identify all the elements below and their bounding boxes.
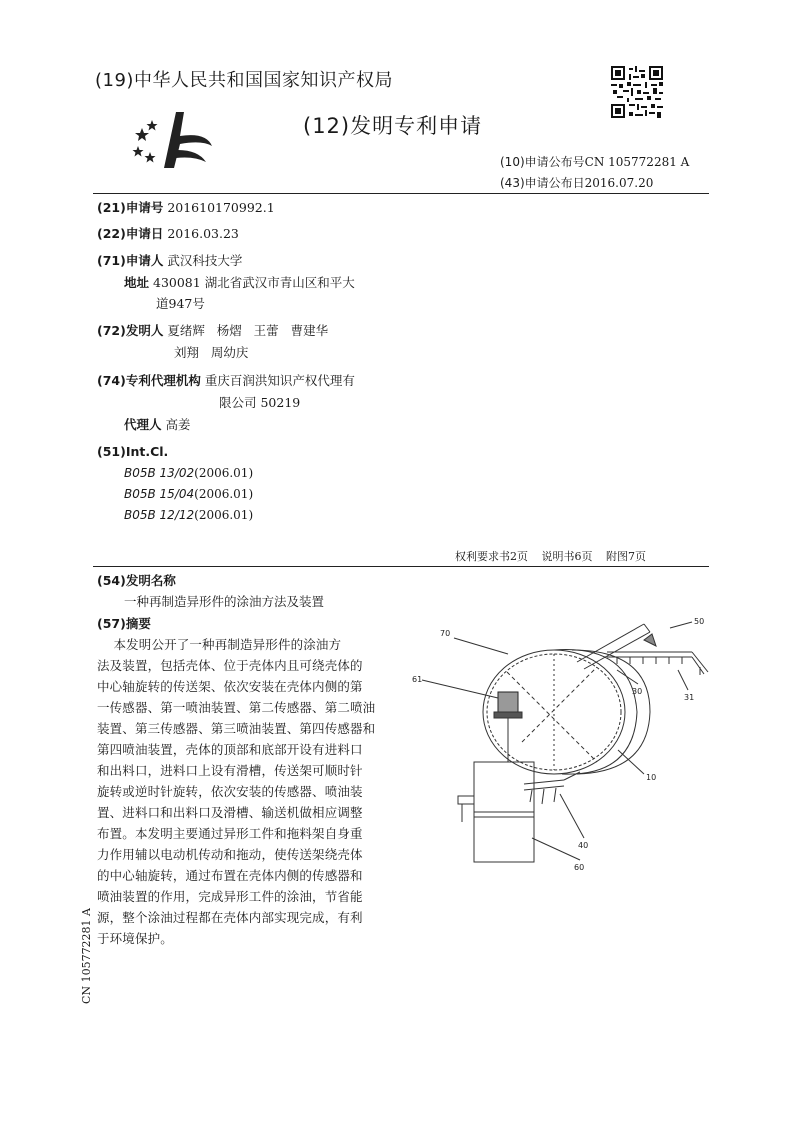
header-divider xyxy=(93,193,709,194)
address xyxy=(124,273,355,293)
abstract-line: 和出料口，进料口上设有滑槽，传送架可顺时针 xyxy=(97,763,363,778)
ipc-date: (2006.01) xyxy=(194,466,254,480)
agent-label: 代理人 xyxy=(124,417,162,432)
patent-agency-line-1: 重庆百润洪知识产权代理有 xyxy=(204,373,355,388)
abstract-line: 第四喷油装置，壳体的顶部和底部开设有进料口 xyxy=(97,742,363,757)
patent-agency-label: (74)专利代理机构 xyxy=(97,373,201,388)
inventors xyxy=(97,321,328,341)
abstract-label: (57)摘要 xyxy=(97,616,151,631)
ipc-date: (2006.01) xyxy=(194,487,254,501)
abstract-drawing xyxy=(412,612,712,872)
applicant-value: 武汉科技大学 xyxy=(167,253,243,268)
ipc-code: B05B 15/04 xyxy=(124,487,195,501)
inventors-line-2-text: 刘翔 周幼庆 xyxy=(174,345,249,360)
publication-date-value: 2016.07.20 xyxy=(584,176,654,190)
page-counts xyxy=(455,548,656,564)
application-date xyxy=(97,224,239,244)
side-publication-code: CN 105772281 A xyxy=(80,908,93,1004)
figure-label: 30 xyxy=(632,687,643,696)
qr-code xyxy=(611,66,663,118)
address-label: 地址 xyxy=(124,275,150,290)
office-name: (19)中华人民共和国国家知识产权局 xyxy=(95,70,393,91)
ipc-entry xyxy=(124,508,253,522)
address-line-1: 430081 湖北省武汉市青山区和平大 xyxy=(153,275,355,290)
abstract-line: 法及装置，包括壳体、位于壳体内且可绕壳体的 xyxy=(97,658,363,673)
figure-label: 61 xyxy=(412,675,423,684)
abstract-line: 置、进料口和出料口及滑槽、输送机做相应调整 xyxy=(97,805,363,820)
application-number xyxy=(97,198,275,218)
drawings-pages: 附图7页 xyxy=(606,550,646,563)
applicant xyxy=(97,251,242,271)
figure-label: 60 xyxy=(574,863,585,872)
abstract-line: 一传感器、第一喷油装置、第二传感器、第二喷油 xyxy=(97,700,376,715)
invention-title-label: (54)发明名称 xyxy=(97,573,176,588)
abstract-line: 于环境保护。 xyxy=(97,931,173,946)
application-date-value: 2016.03.23 xyxy=(167,226,239,241)
motor xyxy=(494,692,522,762)
ipc-code: B05B 12/12 xyxy=(124,508,195,522)
application-number-value: 201610170992.1 xyxy=(167,200,275,215)
publication-number xyxy=(500,153,689,170)
inventors-label: (72)发明人 xyxy=(97,323,164,338)
application-number-label: (21)申请号 xyxy=(97,200,164,215)
abstract-line: 喷油装置的作用，完成异形工件的涂油，节省能 xyxy=(97,889,363,904)
invention-title: 一种再制造异形件的涂油方法及装置 xyxy=(124,594,325,609)
patent-office-logo xyxy=(128,106,220,178)
section-divider xyxy=(93,566,709,567)
abstract-line: 装置、第三传感器、第三喷油装置、第四传感器和 xyxy=(97,721,376,736)
abstract-line: 的中心轴旋转，通过布置在壳体内侧的传感器和 xyxy=(97,868,363,883)
applicant-label: (71)申请人 xyxy=(97,253,164,268)
figure-label: 31 xyxy=(684,693,695,702)
abstract-line: 本发明公开了一种再制造异形件的涂油方 xyxy=(97,637,342,652)
patent-agency xyxy=(97,371,355,391)
ipc-label: (51)Int.Cl. xyxy=(97,444,169,459)
lower-chute xyxy=(524,772,580,804)
publication-number-value: CN 105772281 A xyxy=(584,155,690,169)
ipc-entry xyxy=(124,466,253,480)
document-type: (12)发明专利申请 xyxy=(303,114,483,138)
collection-bin xyxy=(458,762,534,862)
patent-agency-line-2 xyxy=(219,393,300,413)
patent-agency-line-2-text: 限公司 50219 xyxy=(219,395,301,410)
agent-value: 高姜 xyxy=(165,417,191,432)
figure-label: 10 xyxy=(646,773,657,782)
publication-date xyxy=(500,174,653,191)
figure-label: 40 xyxy=(578,841,589,850)
abstract-line: 源，整个涂油过程都在壳体内部实现完成，有利 xyxy=(97,910,363,925)
agent xyxy=(124,415,191,435)
application-date-label: (22)申请日 xyxy=(97,226,164,241)
abstract-line: 旋转或逆时针旋转，依次安装的传感器、喷油装 xyxy=(97,784,363,799)
abstract-line: 布置。本发明主要通过异形工件和拖料架自身重 xyxy=(97,826,363,841)
ipc-date: (2006.01) xyxy=(194,508,254,522)
figure-label: 70 xyxy=(440,629,451,638)
address-line-2 xyxy=(156,294,205,314)
abstract-line: 中心轴旋转的传送架、依次安装在壳体内侧的第 xyxy=(97,679,363,694)
publication-date-label: (43)申请公布日 xyxy=(500,176,585,190)
ipc-entry xyxy=(124,487,253,501)
claims-pages: 权利要求书2页 xyxy=(455,550,528,563)
address-line-2-text: 道947号 xyxy=(156,296,205,311)
inventors-line-1: 夏绪辉 杨熠 王蕾 曹建华 xyxy=(167,323,329,338)
publication-number-label: (10)申请公布号 xyxy=(500,155,585,169)
figure-label: 50 xyxy=(694,617,705,626)
ipc-code: B05B 13/02 xyxy=(124,466,195,480)
inventors-line-2 xyxy=(174,343,248,363)
description-pages: 说明书6页 xyxy=(541,550,593,563)
ipc-heading xyxy=(97,442,168,462)
abstract-line: 力作用辅以电动机传动和拖动，使传送架绕壳体 xyxy=(97,847,363,862)
